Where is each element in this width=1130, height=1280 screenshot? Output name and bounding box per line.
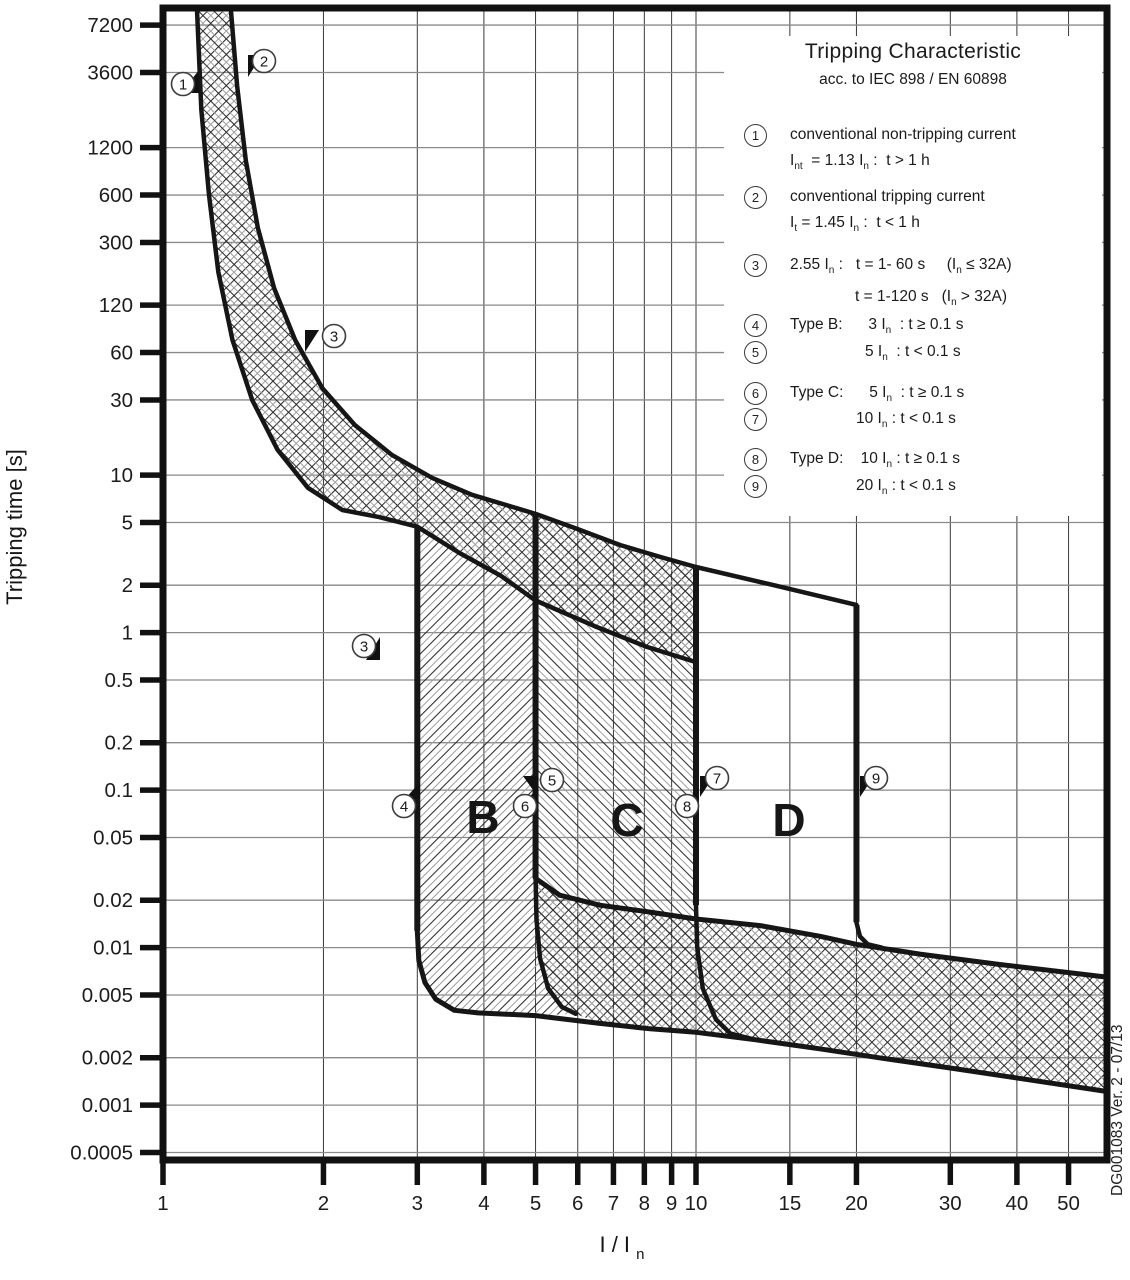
annotation-number-1: 1: [178, 76, 188, 94]
legend-item-text: conventional non-tripping current: [790, 126, 1016, 143]
legend-item-4: [722, 316, 1104, 339]
y-tick-label: 60: [110, 341, 133, 365]
y-tick-label: 0.1: [104, 779, 133, 803]
y-tick-label: 0.5: [104, 669, 133, 693]
legend-item-text: 2.55 $I_n$ : t = 1- 60 s $(I_n \le 32A)$: [790, 256, 1012, 276]
annotation-number-2: 2: [259, 53, 269, 71]
y-tick-label: 0.001: [81, 1094, 133, 1118]
y-tick-label: 600: [98, 184, 133, 208]
y-tick-label: 2: [121, 574, 133, 598]
x-tick-label: 10: [684, 1192, 708, 1215]
x-tick-label: 4: [478, 1192, 490, 1215]
x-tick-label: 50: [1057, 1192, 1080, 1215]
annotation-number-7: 7: [712, 770, 722, 788]
y-tick-label: 0.0005: [70, 1141, 133, 1165]
legend-item-number: 2: [744, 186, 767, 209]
legend-title: Tripping Characteristic: [804, 40, 1022, 63]
legend-item-number: 7: [744, 408, 767, 431]
x-tick-label: 2: [317, 1192, 330, 1215]
legend-item-3: [722, 256, 1104, 311]
legend-item-text: t = 1-120 s $(I_n > 32A)$: [855, 288, 1008, 308]
x-tick-label: 9: [665, 1192, 678, 1215]
legend-item-text: $I_{nt} = 1.13$ $I_n$ : t > 1 h: [790, 152, 930, 172]
zone-label-C: C: [610, 794, 644, 846]
legend-item-text: $I_t = 1.45$ $I_n$ : t < 1 h: [790, 214, 920, 234]
legend-item-2: [722, 188, 1104, 237]
legend-item-6: [722, 384, 1104, 407]
legend-item-number: 3: [744, 254, 767, 277]
y-axis-title: Tripping time [s]: [2, 449, 27, 605]
y-tick-label: 0.002: [81, 1046, 133, 1070]
x-axis-title: [599, 1232, 644, 1263]
legend-item-9: [722, 477, 1104, 500]
x-tick-label: 6: [572, 1192, 584, 1215]
zone-label-D: D: [772, 794, 806, 846]
legend-subtitle: acc. to IEC 898 / EN 60898: [819, 71, 1007, 88]
x-tick-label: 3: [411, 1192, 424, 1215]
annotation-number-6: 6: [520, 798, 530, 816]
legend: [722, 40, 1104, 497]
y-tick-label: 1: [121, 621, 133, 645]
annotation-number-3: 3: [329, 328, 339, 346]
x-tick-label: 20: [845, 1192, 868, 1215]
legend-item-1: [722, 126, 1104, 175]
x-axis-title-sub: n: [636, 1246, 645, 1263]
legend-item-7: [722, 410, 1104, 433]
x-tick-label: 7: [607, 1192, 620, 1215]
legend-item-number: 6: [744, 382, 767, 405]
legend-item-number: 9: [744, 475, 767, 498]
annotation-number-8: 8: [682, 798, 692, 816]
x-tick-label: 40: [1005, 1192, 1029, 1215]
legend-item-text: 5 $I_n$ : t < 0.1 s: [865, 343, 961, 363]
x-tick-label: 5: [529, 1192, 542, 1215]
y-tick-label: 0.05: [93, 826, 133, 850]
annotation-number-5: 5: [547, 772, 557, 790]
y-tick-label: 7200: [87, 14, 133, 38]
y-tick-label: 30: [110, 388, 133, 412]
x-tick-label: 8: [638, 1192, 651, 1215]
annotation-number-4: 4: [399, 798, 409, 816]
zone-label-B: B: [466, 791, 500, 843]
x-tick-label: 15: [778, 1192, 802, 1215]
legend-item-number: 4: [744, 314, 767, 337]
y-tick-label: 3600: [87, 61, 133, 85]
legend-item-text: Type C: 5 $I_n$ : t ≥ 0.1 s: [790, 384, 965, 404]
y-tick-label: 0.005: [81, 984, 133, 1008]
y-tick-label: 120: [98, 294, 133, 318]
legend-item-8: [722, 450, 1104, 473]
legend-item-number: 8: [744, 448, 767, 471]
legend-item-text: 10 $I_n$ : t < 0.1 s: [856, 410, 956, 430]
x-axis-title-main: I / I: [599, 1232, 631, 1257]
legend-item-number: 5: [744, 341, 767, 364]
legend-item-number: 1: [744, 124, 767, 147]
y-tick-label: 0.02: [93, 889, 133, 913]
legend-item-5: [722, 343, 1104, 366]
x-tick-label: 30: [938, 1192, 962, 1215]
document-reference: DG001083 Ver. 2 - 07/13: [1109, 1024, 1126, 1196]
annotation-number-9: 9: [871, 770, 881, 788]
annotation-number-3: 3: [359, 638, 369, 656]
x-tick-label: 1: [157, 1192, 169, 1215]
y-tick-label: 5: [121, 511, 133, 535]
legend-item-text: conventional tripping current: [790, 188, 985, 205]
annotation-wedge-3: [305, 330, 319, 352]
y-tick-label: 0.2: [104, 731, 133, 755]
y-tick-label: 1200: [87, 136, 133, 160]
legend-item-text: Type B: 3 $I_n$ : t ≥ 0.1 s: [790, 316, 964, 336]
legend-item-text: 20 $I_n$ : t < 0.1 s: [856, 477, 956, 497]
y-tick-label: 10: [110, 464, 133, 488]
y-tick-label: 0.01: [93, 936, 133, 960]
y-tick-label: 300: [98, 231, 133, 255]
legend-item-text: Type D: 10 $I_n$ : t ≥ 0.1 s: [790, 450, 961, 470]
